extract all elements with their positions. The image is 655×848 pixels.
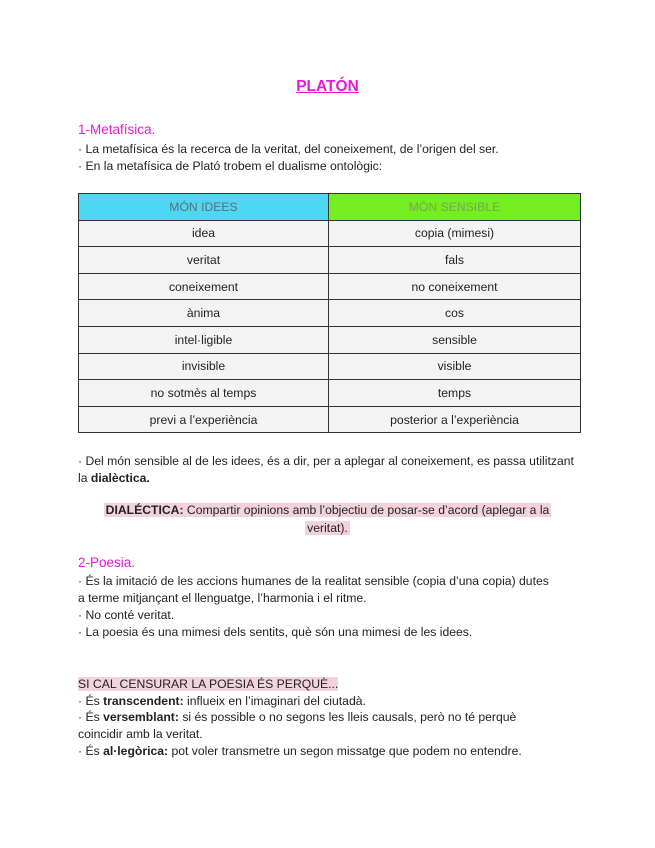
table-header-cell: MÓN SENSIBLE — [329, 194, 581, 221]
table-cell: no sotmès al temps — [79, 380, 329, 407]
list-prefix: · És — [78, 744, 104, 758]
table-cell: veritat — [79, 247, 329, 274]
paragraph-line: · La metafísica és la recerca de la veritat, del coneixement, de l’origen del ser. — [78, 142, 499, 156]
highlighted-definition — [104, 503, 552, 517]
table-header-row — [79, 194, 581, 221]
paragraph-line: · En la metafísica de Plató trobem el dualisme ontològic: — [78, 159, 383, 173]
paragraph-line: · No conté veritat. — [78, 608, 175, 622]
bold-term: al·legòrica: — [103, 744, 169, 758]
bold-term: versemblant: — [103, 710, 179, 724]
section-heading-metafisica: 1-Metafísica. — [78, 122, 156, 137]
table-row — [79, 247, 581, 274]
paragraph-line: a terme mitjançant el llenguatge, l’harmonia i el ritme. — [78, 591, 367, 605]
table-row — [79, 380, 581, 407]
highlighted-definition-cont: veritat). — [307, 520, 348, 535]
dualism-table — [78, 193, 581, 433]
list-prefix: · És — [78, 710, 104, 724]
table-cell: cos — [329, 300, 581, 327]
table-cell: no coneixement — [329, 273, 581, 300]
table-row — [79, 273, 581, 300]
list-text: pot voler transmetre un segon missatge que podem no entendre. — [168, 744, 522, 758]
paragraph-line: · És la imitació de les accions humanes de la realitat sensible (copia d’una copia) dutes — [78, 574, 549, 588]
table-cell: idea — [79, 220, 329, 247]
list-text: si és possible o no segons les lleis causals, però no té perquè — [178, 710, 517, 724]
table-cell: coneixement — [79, 273, 329, 300]
definition-term: DIALÉCTICA: — [105, 503, 184, 517]
dialectic-definition — [90, 502, 565, 537]
table-cell: posterior a l’experiència — [329, 406, 581, 433]
table-row — [79, 353, 581, 380]
table-cell: ànima — [79, 300, 329, 327]
list-item — [78, 743, 583, 760]
table-row — [79, 406, 581, 433]
table-cell: visible — [329, 353, 581, 380]
paragraph-text: · Del món sensible al de les idees, és a dir, per a aplegar al coneixement, es passa utilitzant la — [78, 454, 574, 485]
table-row — [79, 300, 581, 327]
table-row — [79, 326, 581, 353]
list-prefix: · És — [78, 694, 104, 708]
table-header-cell: MÓN IDEES — [79, 194, 329, 221]
page-title: PLATÓN — [296, 78, 359, 95]
list-item — [78, 709, 583, 726]
dialectic-paragraph — [78, 453, 583, 486]
table-cell: temps — [329, 380, 581, 407]
highlighted-heading: SI CAL CENSURAR LA POESIA ÉS PERQUÈ... — [78, 677, 339, 691]
table-cell: previ a l’experiència — [79, 406, 329, 433]
table-cell: sensible — [329, 326, 581, 353]
table-row — [79, 220, 581, 247]
list-item-continuation: coincidir amb la veritat. — [78, 727, 203, 741]
list-text: influeix en l’imaginari del ciutadà. — [183, 694, 366, 708]
definition-text: Compartir opinions amb l’objectiu de posar-se d’acord (aplegar a la — [183, 503, 550, 517]
paragraph-line: · La poesia és una mimesi dels sentits, què són una mimesi de les idees. — [78, 625, 473, 639]
bold-term: transcendent: — [103, 694, 184, 708]
section-heading-poesia: 2-Poesia. — [78, 555, 136, 570]
table-cell: intel·ligible — [79, 326, 329, 353]
table-cell: invisible — [79, 353, 329, 380]
table-cell: fals — [329, 247, 581, 274]
bold-term: dialèctica. — [90, 470, 150, 485]
table-cell: copia (mimesi) — [329, 220, 581, 247]
list-item — [78, 693, 583, 710]
censorship-heading — [78, 676, 583, 693]
